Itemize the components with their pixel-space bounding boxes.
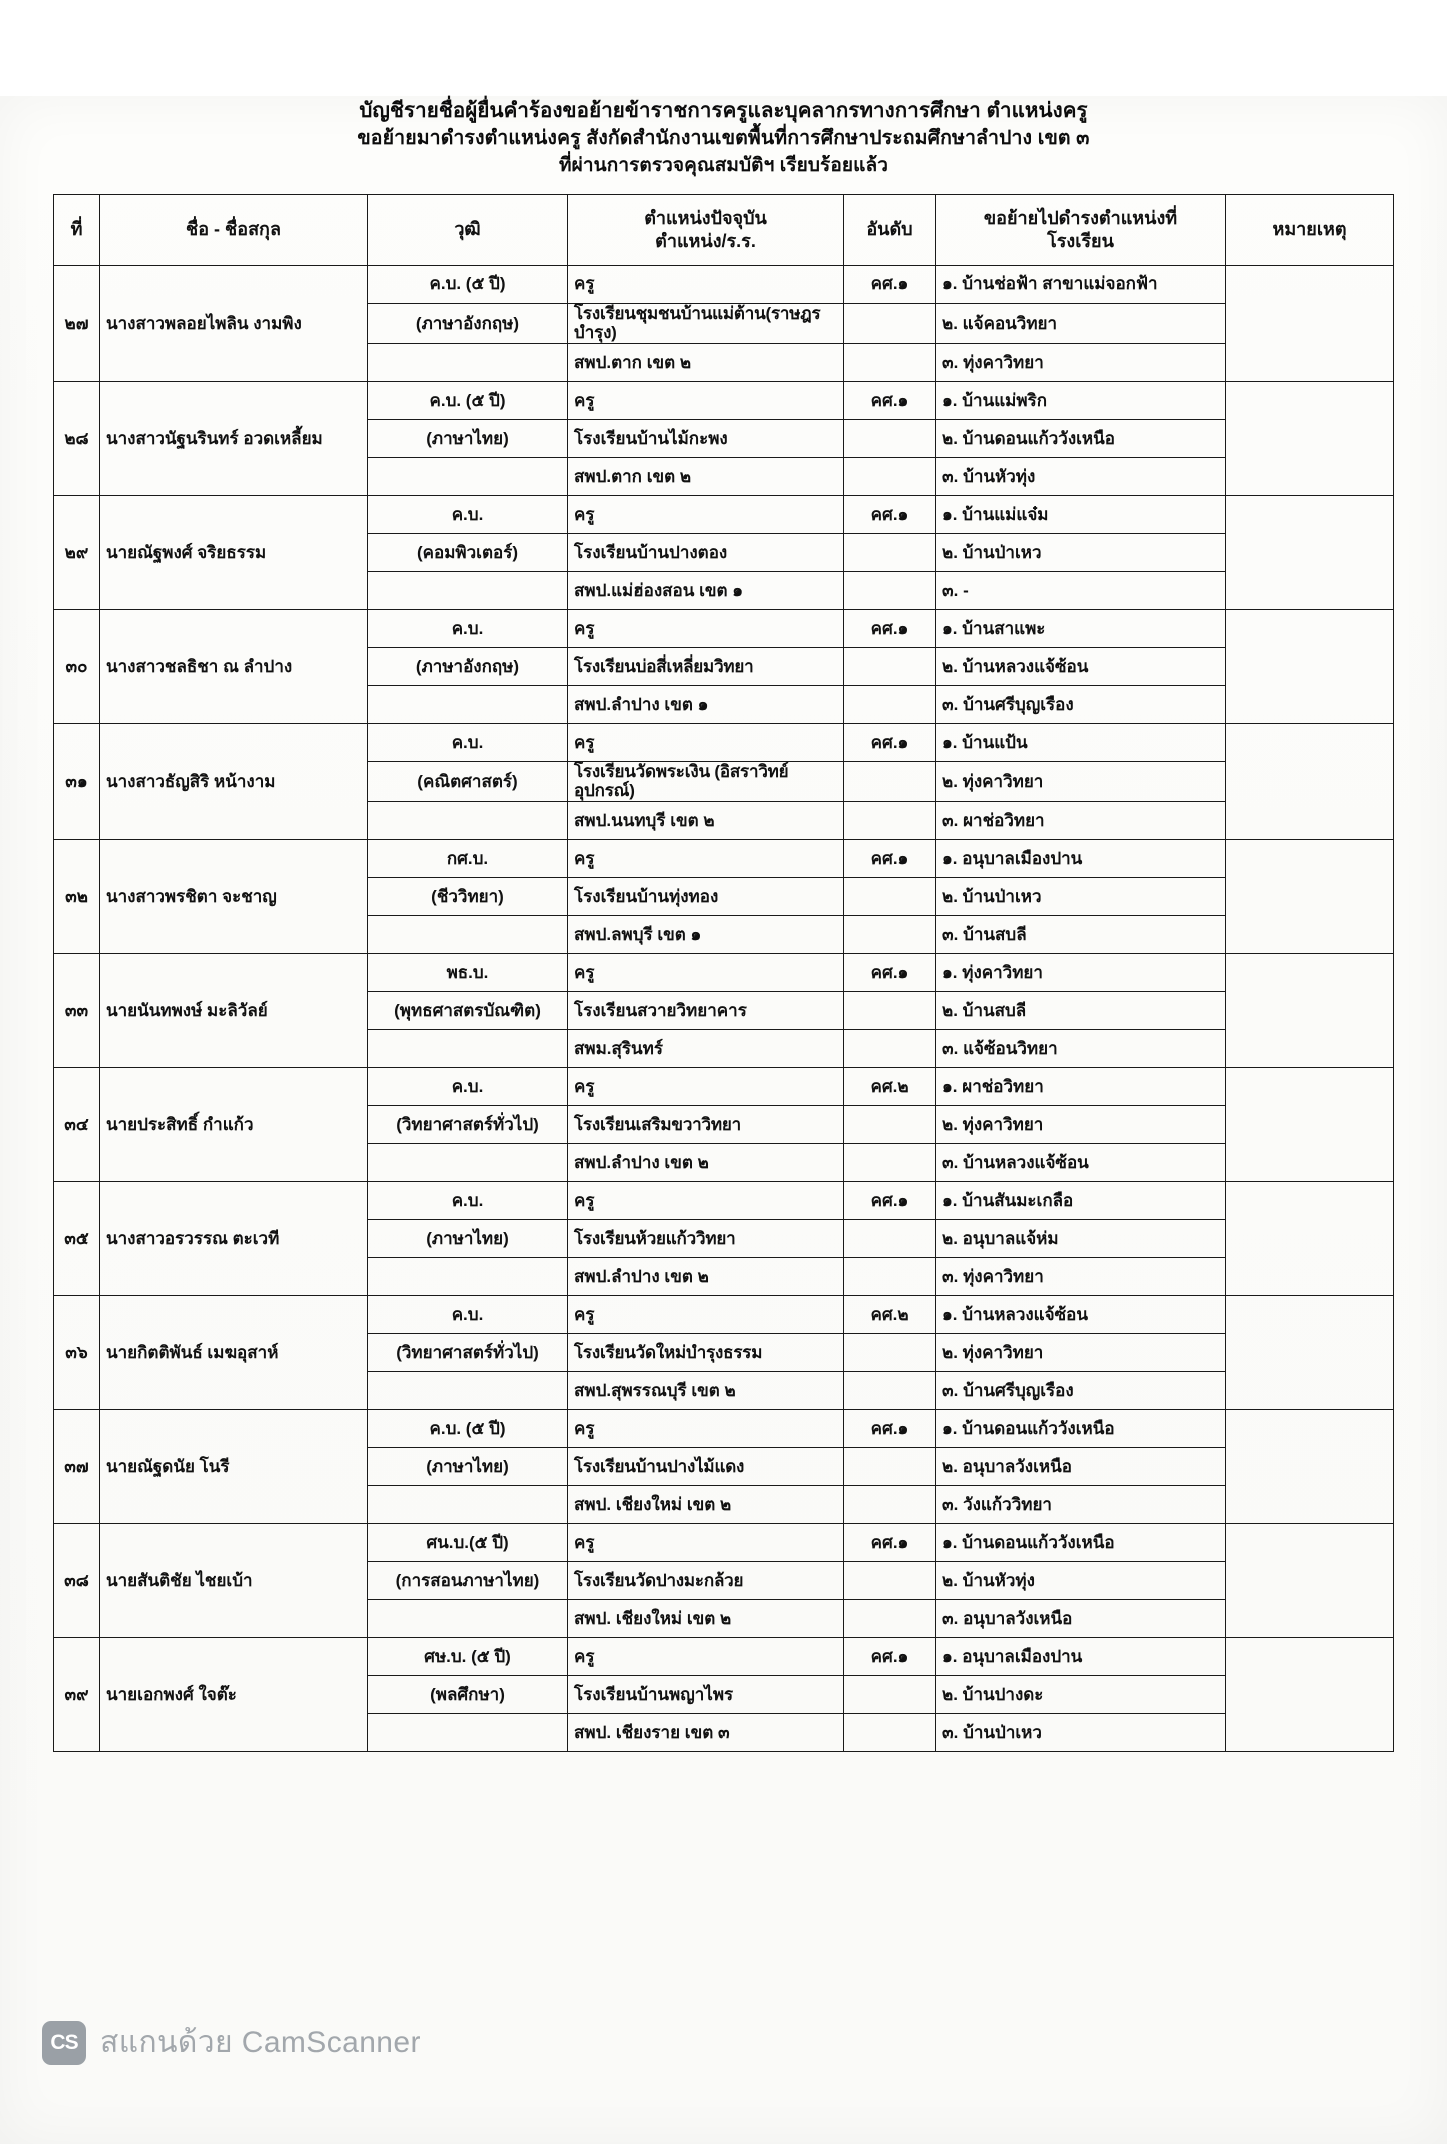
cell-name: นายณัฐพงศ์ จริยธรรม [100,495,368,609]
header-name: ชื่อ - ชื่อสกุล [100,194,368,265]
cell-destination-3: ๓. แจ้ซ้อนวิทยา [936,1029,1226,1067]
document-page [0,96,1447,2144]
cell-no: ๓๑ [54,723,100,839]
table-row [54,723,1394,761]
cell-destination-1: ๑. อนุบาลเมืองปาน [936,1637,1226,1675]
cell-current-area: สพป. เชียงใหม่ เขต ๒ [568,1599,844,1637]
cell-degree: ค.บ. [368,1067,568,1105]
table-header [54,194,1394,265]
cell-degree-blank [368,915,568,953]
header-destination-line-2: โรงเรียน [1047,230,1114,251]
cell-degree-major: (คณิตศาสตร์) [368,761,568,801]
cell-degree: ค.บ. [368,609,568,647]
cell-note [1226,723,1394,839]
cell-current-area: สพม.สุรินทร์ [568,1029,844,1067]
cell-degree-major: (วิทยาศาสตร์ทั่วไป) [368,1105,568,1143]
cell-degree: ค.บ. [368,1295,568,1333]
cell-rank: คศ.๑ [844,839,936,877]
cell-note [1226,1295,1394,1409]
cell-destination-2: ๒. แจ้คอนวิทยา [936,303,1226,343]
cell-destination-3: ๓. บ้านป่าเหว [936,1713,1226,1751]
cell-degree-blank [368,1713,568,1751]
cell-destination-2: ๒. บ้านปางดะ [936,1675,1226,1713]
cell-destination-3: ๓. บ้านศรีบุญเรือง [936,1371,1226,1409]
cell-degree-major: (ภาษาอังกฤษ) [368,647,568,685]
cell-degree-major: (คอมพิวเตอร์) [368,533,568,571]
cell-current-area: สพป.ลำปาง เขต ๒ [568,1257,844,1295]
cell-degree-major: (วิทยาศาสตร์ทั่วไป) [368,1333,568,1371]
table-row [54,265,1394,303]
cell-destination-3: ๓. ทุ่งคาวิทยา [936,343,1226,381]
header-rank: อันดับ [844,194,936,265]
cell-current-position: ครู [568,723,844,761]
cell-rank: คศ.๑ [844,953,936,991]
cell-degree: ค.บ. (๕ ปี) [368,1409,568,1447]
cell-degree-major: (ภาษาไทย) [368,1219,568,1257]
cell-name: นางสาวพรชิตา จะชาญ [100,839,368,953]
cell-rank-blank [844,761,936,801]
cell-current-area: สพป. เชียงราย เขต ๓ [568,1713,844,1751]
cell-destination-3: ๓. บ้านหลวงแจ้ซ้อน [936,1143,1226,1181]
cell-destination-3: ๓. อนุบาลวังเหนือ [936,1599,1226,1637]
cell-rank-blank [844,1561,936,1599]
cell-degree: ศน.บ.(๕ ปี) [368,1523,568,1561]
cell-destination-1: ๑. อนุบาลเมืองปาน [936,839,1226,877]
cell-rank: คศ.๑ [844,1409,936,1447]
table-row [54,1067,1394,1105]
cell-rank-blank [844,1371,936,1409]
cell-degree-blank [368,571,568,609]
table-row [54,1295,1394,1333]
cell-current-school: โรงเรียนบ้านปางไม้แดง [568,1447,844,1485]
cell-name: นายณัฐดนัย โนรี [100,1409,368,1523]
cell-rank: คศ.๑ [844,495,936,533]
cell-no: ๓๖ [54,1295,100,1409]
cell-rank-blank [844,1713,936,1751]
cell-name: นายประสิทธิ์ กำแก้ว [100,1067,368,1181]
cell-destination-2: ๒. ทุ่งคาวิทยา [936,1105,1226,1143]
cell-current-school: โรงเรียนชุมชนบ้านแม่ต้าน(ราษฎรบำรุง) [568,303,844,343]
cell-rank: คศ.๒ [844,1067,936,1105]
cell-note [1226,495,1394,609]
cell-current-area: สพป.ตาก เขต ๒ [568,343,844,381]
cell-rank: คศ.๑ [844,1637,936,1675]
cell-current-position: ครู [568,1523,844,1561]
cell-note [1226,1409,1394,1523]
table-row [54,381,1394,419]
cell-destination-2: ๒. บ้านป่าเหว [936,533,1226,571]
cell-destination-1: ๑. บ้านสันมะเกลือ [936,1181,1226,1219]
cell-current-position: ครู [568,609,844,647]
cell-destination-3: ๓. ผาช่อวิทยา [936,801,1226,839]
table-row [54,609,1394,647]
cell-degree-blank [368,1371,568,1409]
title-line-3: ที่ผ่านการตรวจคุณสมบัติฯ เรียบร้อยแล้ว [559,154,888,176]
cell-rank-blank [844,1485,936,1523]
cell-note [1226,839,1394,953]
cell-current-school: โรงเรียนเสริมขวาวิทยา [568,1105,844,1143]
header-note: หมายเหตุ [1226,194,1394,265]
cell-degree-blank [368,1257,568,1295]
cell-rank-blank [844,1257,936,1295]
cell-note [1226,265,1394,381]
cell-degree-blank [368,1485,568,1523]
cell-degree: ค.บ. [368,495,568,533]
cell-degree: ค.บ. [368,1181,568,1219]
cell-current-area: สพป.ลพบุรี เขต ๑ [568,915,844,953]
cell-no: ๒๙ [54,495,100,609]
cell-no: ๓๘ [54,1523,100,1637]
cell-destination-1: ๑. บ้านแป้น [936,723,1226,761]
table-row [54,839,1394,877]
table-row [54,1523,1394,1561]
cell-degree: กศ.บ. [368,839,568,877]
cell-rank-blank [844,1105,936,1143]
cell-rank: คศ.๑ [844,1523,936,1561]
cell-rank-blank [844,1029,936,1067]
cell-rank: คศ.๑ [844,609,936,647]
cell-current-area: สพป.ตาก เขต ๒ [568,457,844,495]
cell-degree-blank [368,343,568,381]
cell-degree-blank [368,1029,568,1067]
cell-destination-2: ๒. อนุบาลวังเหนือ [936,1447,1226,1485]
cell-note [1226,1181,1394,1295]
cell-current-area: สพป.ลำปาง เขต ๒ [568,1143,844,1181]
cell-rank-blank [844,1675,936,1713]
cell-current-area: สพป.ลำปาง เขต ๑ [568,685,844,723]
cell-degree-blank [368,457,568,495]
cell-degree: ค.บ. (๕ ปี) [368,265,568,303]
cell-destination-2: ๒. อนุบาลแจ้ห่ม [936,1219,1226,1257]
cell-name: นางสาวนัฐนรินทร์ อวดเหลี้ยม [100,381,368,495]
cell-current-position: ครู [568,1181,844,1219]
cell-degree-blank [368,801,568,839]
table-row [54,1181,1394,1219]
cell-rank-blank [844,1219,936,1257]
header-current-line-2: ตำแหน่ง/ร.ร. [655,230,756,251]
cell-destination-2: ๒. บ้านป่าเหว [936,877,1226,915]
cell-destination-1: ๑. ผาช่อวิทยา [936,1067,1226,1105]
cell-degree-major: (การสอนภาษาไทย) [368,1561,568,1599]
cell-name: นางสาวธัญสิริ หน้างาม [100,723,368,839]
table-header-row [54,194,1394,265]
cell-degree-blank [368,685,568,723]
cell-current-position: ครู [568,953,844,991]
title-line-2: ขอย้ายมาดำรงตำแหน่งครู สังกัดสำนักงานเขตพื้นที่การศึกษาประถมศึกษาลำปาง เขต ๓ [357,127,1090,150]
cell-destination-1: ๑. บ้านหลวงแจ้ซ้อน [936,1295,1226,1333]
cell-name: นายกิตติพันธ์ เมฆอุสาห์ [100,1295,368,1409]
cell-current-school: โรงเรียนวัดปางมะกล้วย [568,1561,844,1599]
cell-note [1226,609,1394,723]
header-degree: วุฒิ [368,194,568,265]
cell-current-position: ครู [568,839,844,877]
cell-rank-blank [844,419,936,457]
cell-destination-1: ๑. บ้านช่อฟ้า สาขาแม่จอกฟ้า [936,265,1226,303]
cell-destination-1: ๑. บ้านแม่แจ๋ม [936,495,1226,533]
header-no: ที่ [54,194,100,265]
cell-no: ๓๒ [54,839,100,953]
cell-name: นายเอกพงศ์ ใจต๊ะ [100,1637,368,1751]
cell-current-school: โรงเรียนบ้านไม้กะพง [568,419,844,457]
cell-current-area: สพป.สุพรรณบุรี เขต ๒ [568,1371,844,1409]
table-row [54,495,1394,533]
cell-note [1226,953,1394,1067]
cell-destination-1: ๑. บ้านดอนแก้ววังเหนือ [936,1409,1226,1447]
cell-no: ๒๘ [54,381,100,495]
cell-note [1226,381,1394,495]
cell-current-position: ครู [568,1409,844,1447]
cell-current-position: ครู [568,1637,844,1675]
cell-current-position: ครู [568,1067,844,1105]
cell-current-school: โรงเรียนวัดพระเงิน (อิสราวิทย์อุปกรณ์) [568,761,844,801]
header-destination-line-1: ขอย้ายไปดำรงตำแหน่งที่ [983,207,1178,228]
table-body [54,265,1394,1751]
cell-rank-blank [844,343,936,381]
cell-no: ๓๓ [54,953,100,1067]
cell-destination-3: ๓. วังแก้ววิทยา [936,1485,1226,1523]
cell-degree-major: (ชีววิทยา) [368,877,568,915]
cell-degree: พธ.บ. [368,953,568,991]
cell-destination-2: ๒. ทุ่งคาวิทยา [936,761,1226,801]
cell-destination-2: ๒. บ้านสบลี [936,991,1226,1029]
table-row [54,1409,1394,1447]
cell-rank-blank [844,801,936,839]
cell-no: ๒๗ [54,265,100,381]
cell-name: นางสาวพลอยไพลิน งามพิง [100,265,368,381]
cell-rank-blank [844,457,936,495]
cell-note [1226,1523,1394,1637]
cell-current-area: สพป.แม่ฮ่องสอน เขต ๑ [568,571,844,609]
cell-degree-major: (พลศึกษา) [368,1675,568,1713]
cell-degree-blank [368,1599,568,1637]
cell-degree-blank [368,1143,568,1181]
cell-degree-major: (ภาษาอังกฤษ) [368,303,568,343]
cell-rank: คศ.๑ [844,1181,936,1219]
cell-degree-major: (ภาษาไทย) [368,1447,568,1485]
camscanner-watermark [42,2019,421,2066]
cell-no: ๓๐ [54,609,100,723]
header-current-position [568,194,844,265]
cell-rank: คศ.๑ [844,723,936,761]
cell-destination-3: ๓. ทุ่งคาวิทยา [936,1257,1226,1295]
cell-note [1226,1637,1394,1751]
title-line-1: บัญชีรายชื่อผู้ยื่นคำร้องขอย้ายข้าราชการครูและบุคลากรทางการศึกษา ตำแหน่งครู [359,99,1088,122]
cell-note [1226,1067,1394,1181]
cell-current-area: สพป.นนทบุรี เขต ๒ [568,801,844,839]
cell-rank-blank [844,303,936,343]
header-current-line-1: ตำแหน่งปัจจุบัน [644,207,767,228]
cell-current-school: โรงเรียนบ้านทุ่งทอง [568,877,844,915]
cell-degree-major: (ภาษาไทย) [368,419,568,457]
cell-no: ๓๔ [54,1067,100,1181]
cell-rank-blank [844,685,936,723]
cell-rank: คศ.๒ [844,1295,936,1333]
cell-rank: คศ.๑ [844,381,936,419]
cell-current-school: โรงเรียนบ่อสี่เหลี่ยมวิทยา [568,647,844,685]
table-row [54,1637,1394,1675]
cell-destination-2: ๒. บ้านหัวทุ่ง [936,1561,1226,1599]
document-title [0,96,1447,180]
cell-name: นายสันติชัย ไชยเบ้า [100,1523,368,1637]
cell-rank-blank [844,1447,936,1485]
cell-destination-1: ๑. ทุ่งคาวิทยา [936,953,1226,991]
cell-degree-major: (พุทธศาสตรบัณฑิต) [368,991,568,1029]
cell-degree: ค.บ. [368,723,568,761]
cell-no: ๓๗ [54,1409,100,1523]
cell-rank-blank [844,1599,936,1637]
cell-destination-3: ๓. บ้านศรีบุญเรือง [936,685,1226,723]
cell-current-school: โรงเรียนบ้านปางตอง [568,533,844,571]
cell-rank-blank [844,1333,936,1371]
cell-rank-blank [844,533,936,571]
cell-current-school: โรงเรียนวัดใหม่บำรุงธรรม [568,1333,844,1371]
cell-rank: คศ.๑ [844,265,936,303]
cell-destination-2: ๒. ทุ่งคาวิทยา [936,1333,1226,1371]
cell-destination-2: ๒. บ้านดอนแก้ววังเหนือ [936,419,1226,457]
cell-destination-1: ๑. บ้านดอนแก้ววังเหนือ [936,1523,1226,1561]
cell-current-position: ครู [568,1295,844,1333]
cell-destination-1: ๑. บ้านสาแพะ [936,609,1226,647]
cell-rank-blank [844,991,936,1029]
cell-no: ๓๕ [54,1181,100,1295]
cell-current-school: โรงเรียนห้วยแก้ววิทยา [568,1219,844,1257]
cell-current-position: ครู [568,495,844,533]
cell-rank-blank [844,1143,936,1181]
cell-current-school: โรงเรียนสวายวิทยาคาร [568,991,844,1029]
cell-destination-2: ๒. บ้านหลวงแจ้ซ้อน [936,647,1226,685]
cell-destination-3: ๓. บ้านหัวทุ่ง [936,457,1226,495]
cell-degree: ค.บ. (๕ ปี) [368,381,568,419]
cell-no: ๓๙ [54,1637,100,1751]
cell-degree: ศษ.บ. (๕ ปี) [368,1637,568,1675]
cell-destination-3: ๓. - [936,571,1226,609]
cell-destination-1: ๑. บ้านแม่พริก [936,381,1226,419]
cell-rank-blank [844,877,936,915]
cell-current-position: ครู [568,265,844,303]
transfer-request-table [53,194,1394,1752]
cell-current-school: โรงเรียนบ้านพญาไพร [568,1675,844,1713]
camscanner-label: สแกนด้วย CamScanner [100,2026,421,2059]
cell-rank-blank [844,647,936,685]
cell-destination-3: ๓. บ้านสบลี [936,915,1226,953]
camscanner-logo-icon: CS [42,2021,86,2065]
cell-rank-blank [844,571,936,609]
cell-rank-blank [844,915,936,953]
cell-current-position: ครู [568,381,844,419]
cell-name: นางสาวชลธิชา ณ ลำปาง [100,609,368,723]
cell-current-area: สพป. เชียงใหม่ เขต ๒ [568,1485,844,1523]
header-destination [936,194,1226,265]
cell-name: นางสาวอรวรรณ ตะเวที [100,1181,368,1295]
table-row [54,953,1394,991]
cell-name: นายนันทพงษ์ มะลิวัลย์ [100,953,368,1067]
